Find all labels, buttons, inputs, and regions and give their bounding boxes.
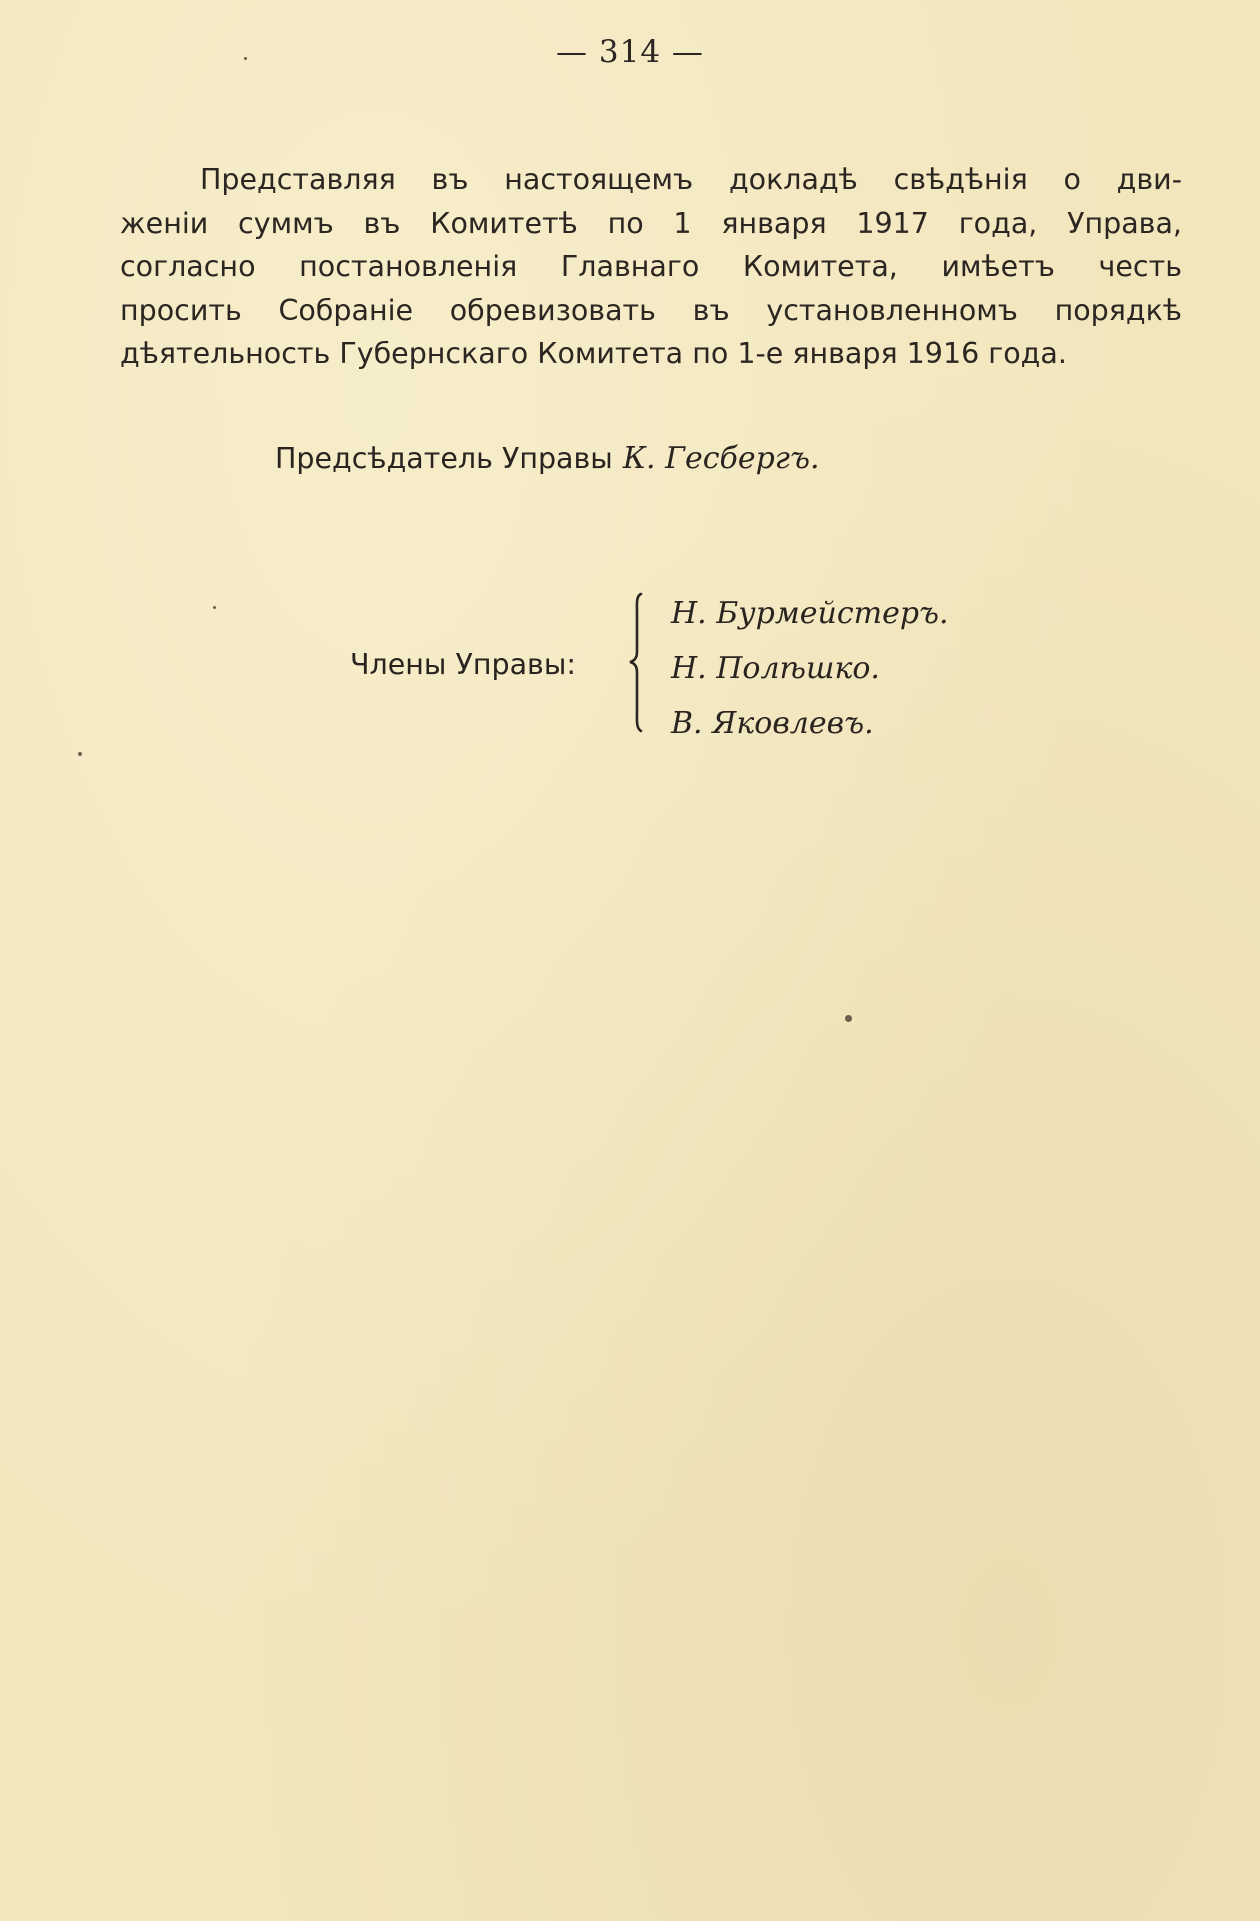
paper-speck	[845, 1015, 852, 1022]
members-brace	[624, 590, 648, 735]
paragraph-line: женіи суммъ въ Комитетѣ по 1 января 1917 года, Управа,	[120, 206, 1182, 240]
paragraph-line: согласно постановленія Главнаго Комитета, имѣетъ честь	[120, 250, 1182, 283]
paper-speck	[244, 57, 247, 60]
paragraph-line: Представляя въ настоящемъ докладѣ свѣдѣнія о дви-	[200, 163, 1182, 196]
member-name: Н. Бурмейстеръ.	[671, 596, 949, 631]
members-label: Члены Управы:	[350, 648, 576, 681]
chairman-label: Предсѣдатель Управы	[275, 442, 613, 475]
paragraph-line: просить Собраніе обревизовать въ установленномъ порядкѣ	[120, 293, 1182, 327]
member-name: Н. Полѣшко.	[671, 651, 880, 686]
paragraph-line: дѣятельность Губернскаго Комитета по 1-е января 1916 года.	[120, 337, 1067, 370]
members-list	[671, 586, 949, 751]
chairman-signature-line	[275, 437, 819, 481]
paper-speck	[78, 752, 82, 756]
chairman-signature: К. Гесбергъ.	[622, 441, 820, 476]
member-name: В. Яковлевъ.	[671, 706, 874, 741]
paper-speck	[213, 606, 216, 609]
report-paragraph	[120, 158, 1182, 376]
page-number: — 314 —	[556, 34, 704, 70]
